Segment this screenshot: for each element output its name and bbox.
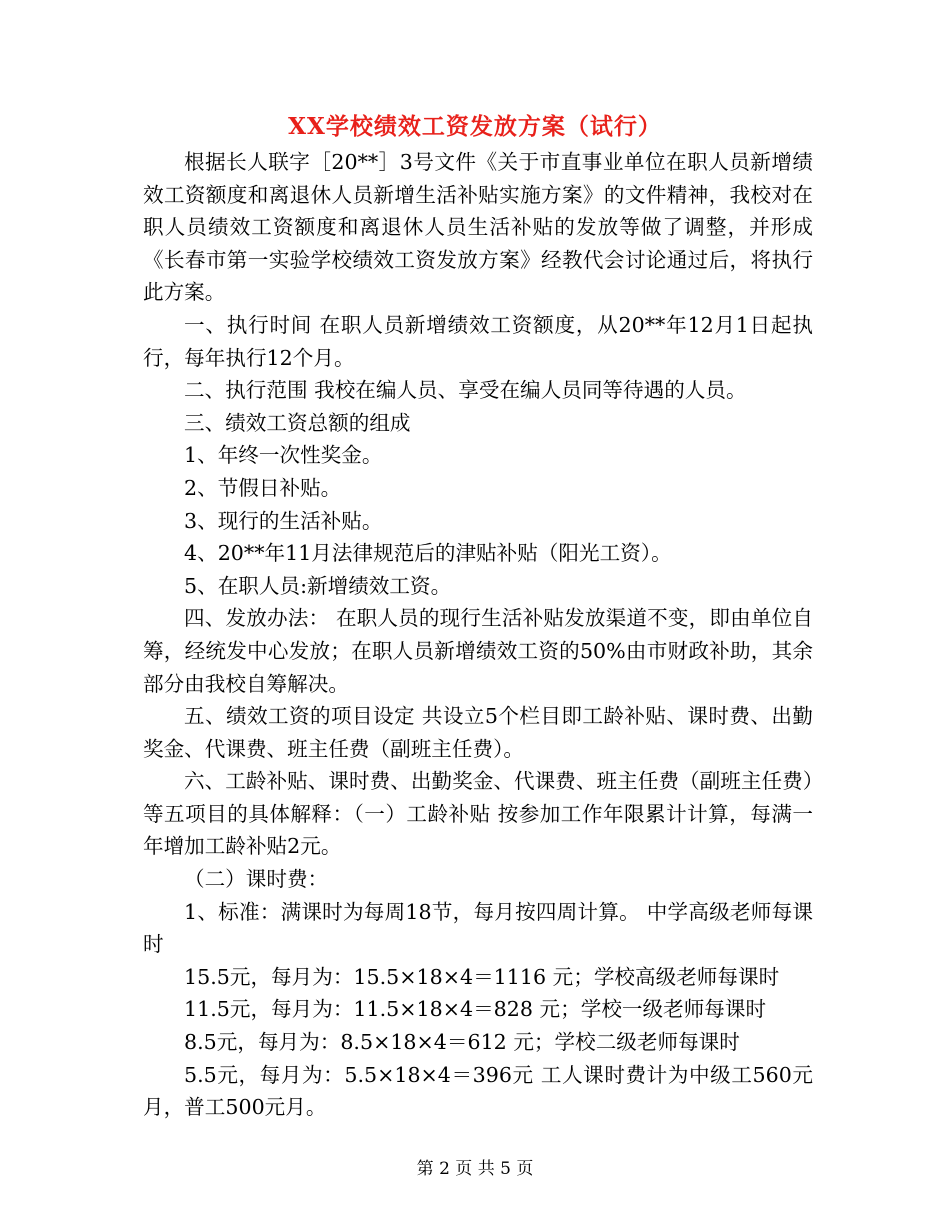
paragraph-section-2: 二、执行范围 我校在编人员、享受在编人员同等待遇的人员。 [184, 378, 747, 403]
paragraph-rate: 15.5元，每月为：15.5×18×4＝1116 元；学校高级老师每课时 [184, 964, 780, 989]
list-item: 2、节假日补贴。 [184, 475, 342, 500]
paragraph-intro: 根据长人联字［20**］3号文件《关于市直事业单位在职人员新增绩效工资额度和离退休人员新增生活补贴实施方案》的文件精神，我校对在职人员绩效工资额度和离退休人员生活补贴的发放等做了调整，并形成《长春市第一实验学校绩效工资发放方案》经教代会讨论通过后，将执行此方案。 [143, 150, 813, 305]
subsection-heading: （二）课时费： [184, 867, 329, 892]
list-item: 3、现行的生活补贴。 [184, 508, 383, 533]
document-title: XX学校绩效工资发放方案（试行） [288, 113, 662, 140]
paragraph-rate: 11.5元，每月为：11.5×18×4＝828 元；学校一级老师每课时 [184, 997, 767, 1022]
paragraph-section-6: 六、工龄补贴、课时费、出勤奖金、代课费、班主任费（副班主任费）等五项目的具体解释：（一）工龄补贴 按参加工作年限累计计算，每满一年增加工龄补贴2元。 [143, 769, 813, 859]
paragraph-rate: 5.5元，每月为：5.5×18×4＝396元 工人课时费计为中级工560元月，普工500元月。 [143, 1062, 813, 1120]
page-number-footer: 第 2 页 共 5 页 [416, 1159, 534, 1179]
paragraph-section-5: 五、绩效工资的项目设定 共设立5个栏目即工龄补贴、课时费、出勤奖金、代课费、班主任费（副班主任费）。 [143, 704, 813, 761]
paragraph-section-4: 四、发放办法： 在职人员的现行生活补贴发放渠道不变，即由单位自筹，经统发中心发放；在职人员新增绩效工资的50%由市财政补助，其余部分由我校自筹解决。 [143, 606, 813, 696]
paragraph-section-3: 三、绩效工资总额的组成 [184, 410, 411, 435]
document-body [143, 146, 813, 1124]
paragraph-standard: 1、标准：满课时为每周18节，每月按四周计算。 中学高级老师每课时 [143, 899, 813, 957]
list-item: 5、在职人员:新增绩效工资。 [184, 573, 452, 598]
list-item: 4、20**年11月法律规范后的津贴补贴（阳光工资）。 [184, 541, 672, 566]
paragraph-section-1: 一、执行时间 在职人员新增绩效工资额度，从20**年12月1日起执行，每年执行12个月。 [143, 312, 813, 370]
paragraph-rate: 8.5元，每月为：8.5×18×4＝612 元；学校二级老师每课时 [184, 1030, 740, 1055]
list-item: 1、年终一次性奖金。 [184, 443, 383, 468]
